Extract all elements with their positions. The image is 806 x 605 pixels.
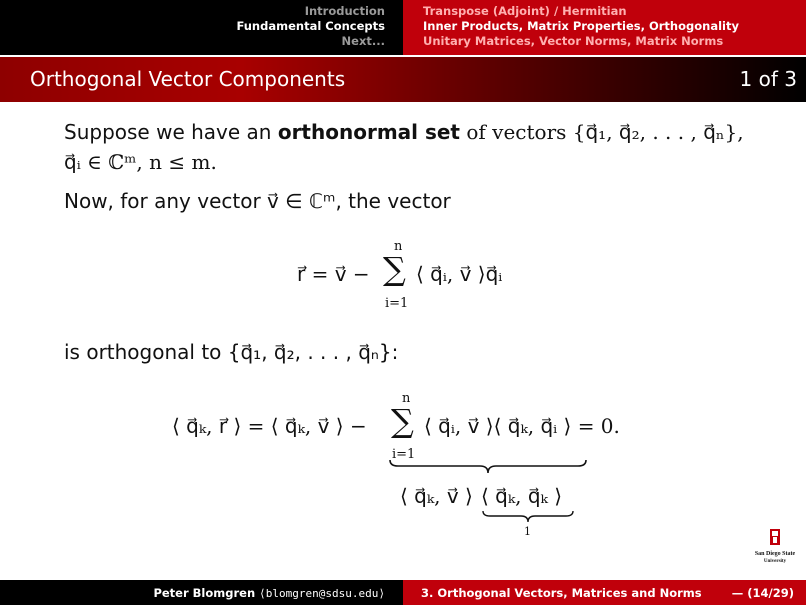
footer-section	[403, 580, 806, 605]
nav-item-transpose[interactable]: Transpose (Adjoint) / Hermitian	[423, 4, 627, 18]
summation-symbol-2: ∑	[391, 402, 414, 440]
underbrace-value-1: ⟨ q⃗ₖ, v⃗ ⟩	[400, 484, 473, 508]
underbrace-large	[388, 458, 588, 476]
section-title: 3. Orthogonal Vectors, Matrices and Norms	[421, 586, 702, 600]
summation-symbol: ∑	[383, 250, 406, 288]
equation-2-rhs: ⟨ q⃗ᵢ, v⃗ ⟩⟨ q⃗ₖ, q⃗ᵢ ⟩ = 0.	[424, 414, 620, 438]
equation-2-sum-upper: n	[402, 391, 411, 406]
equation-1-rhs: ⟨ q⃗ᵢ, v⃗ ⟩q⃗ᵢ	[416, 262, 503, 286]
sdsu-logo	[750, 527, 800, 567]
nav-item-next[interactable]: Next...	[341, 34, 385, 48]
nav-item-fundamental-concepts[interactable]: Fundamental Concepts	[236, 19, 385, 33]
footer-author	[0, 580, 403, 605]
orthonormal-set-term: orthonormal set	[277, 120, 460, 144]
underbrace-small	[481, 509, 577, 525]
paragraph-3: is orthogonal to {q⃗₁, q⃗₂, . . . , q⃗ₙ}:	[64, 340, 399, 364]
paragraph-1-text-a: Suppose we have an	[64, 120, 278, 144]
top-navigation	[0, 0, 806, 55]
logo-text-line-2: University	[763, 559, 787, 564]
underbrace-value-2: ⟨ q⃗ₖ, q⃗ₖ ⟩	[481, 484, 563, 508]
nav-item-inner-products[interactable]: Inner Products, Matrix Properties, Orthogonality	[423, 19, 739, 33]
frame-counter: 1 of 3	[739, 67, 797, 91]
equation-1-sum-upper: n	[394, 239, 403, 254]
underbrace-value-3: 1	[524, 525, 531, 538]
nav-sections	[0, 0, 403, 55]
logo-text-line-1: San Diego State	[754, 551, 796, 557]
author-email: ⟨blomgren@sdsu.edu⟩	[259, 587, 385, 600]
equation-2-sum-lower: i=1	[392, 447, 416, 462]
paragraph-1	[64, 120, 744, 144]
nav-item-introduction[interactable]: Introduction	[304, 4, 385, 18]
paragraph-1-continued: q⃗ᵢ ∈ ℂᵐ, n ≤ m.	[64, 150, 217, 174]
author-name: Peter Blomgren	[153, 586, 256, 600]
nav-subsections	[403, 0, 806, 55]
nav-item-unitary-matrices[interactable]: Unitary Matrices, Vector Norms, Matrix Norms	[423, 34, 724, 48]
footer-bar	[0, 580, 806, 605]
paragraph-2: Now, for any vector v⃗ ∈ ℂᵐ, the vector	[64, 189, 451, 213]
frame-title-bar	[0, 57, 806, 102]
sdsu-logo-mark	[750, 527, 800, 567]
frame-title: Orthogonal Vector Components	[30, 67, 346, 91]
page-number: — (14/29)	[731, 586, 794, 600]
paragraph-1-text-b: of vectors {q⃗₁, q⃗₂, . . . , q⃗ₙ},	[460, 120, 744, 144]
equation-2-lhs: ⟨ q⃗ₖ, r⃗ ⟩ = ⟨ q⃗ₖ, v⃗ ⟩ −	[172, 414, 367, 438]
equation-1-lhs: r⃗ = v⃗ −	[297, 262, 370, 286]
equation-1-sum-lower: i=1	[385, 296, 409, 311]
